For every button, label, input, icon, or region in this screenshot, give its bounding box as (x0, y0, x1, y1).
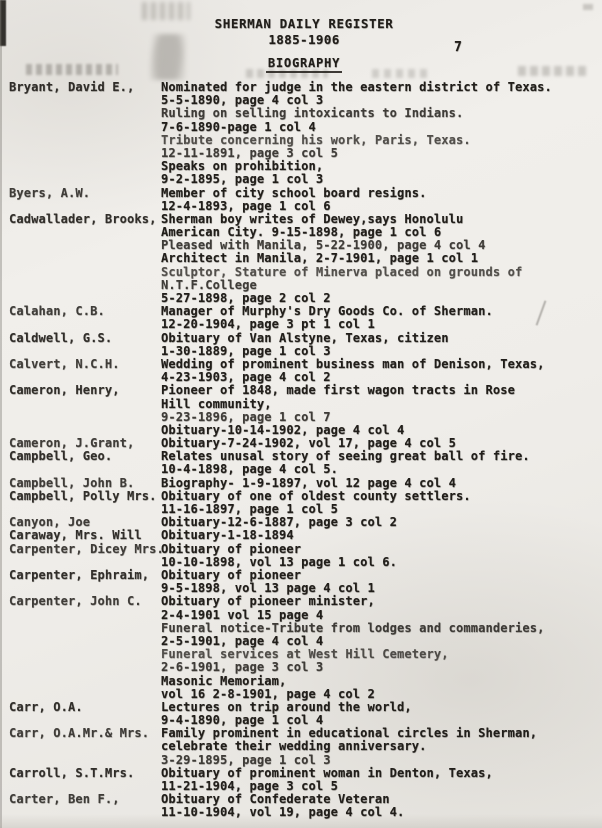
entry-name: Campbell, John B. (9, 475, 135, 490)
entry-line: Nominated for judge in the eastern district of Texas. (161, 80, 552, 94)
index-entry (0, 384, 602, 437)
entry-line: 3-29-1895, page 1 col 3 (161, 752, 331, 767)
entry-line: Obituary of pioneer (161, 541, 302, 556)
index-entry (0, 213, 602, 305)
entry-line: Obituary-10-14-1902, page 4 col 4 (161, 422, 405, 437)
entry-line: Ruling on selling intoxicants to Indians. (161, 106, 464, 121)
entry-name: Byers, A.W. (9, 185, 91, 200)
index-entry (0, 81, 602, 187)
entry-line: Obituary-1-18-1894 (161, 528, 294, 543)
entry-lines (161, 305, 602, 331)
entry-line: 12-4-1893, page 1 col 6 (161, 198, 331, 213)
entry-lines (161, 332, 602, 358)
entry-lines (161, 727, 602, 767)
index-entry (0, 490, 602, 516)
page-number: 7 (454, 40, 462, 55)
entry-lines (161, 793, 602, 819)
entry-lines (161, 81, 602, 187)
entry-name: Carpenter, Ephraim, (9, 568, 150, 582)
publication-years: 1885-1906 (268, 32, 340, 47)
entry-name: Cameron, J.Grant, (9, 436, 135, 451)
index-entry (0, 701, 602, 727)
entry-line: 9-23-1896, page 1 col 7 (161, 409, 331, 424)
entry-name: Calvert, N.C.H. (9, 356, 120, 371)
entry-line: Funeral services at West Hill Cemetery, (161, 647, 449, 662)
entry-line: Relates unusal story of seeing great ball of fire. (161, 449, 530, 464)
entry-line: Architect in Manila, 2-7-1901, page 1 col 1 (161, 251, 479, 266)
index-entry (0, 187, 602, 213)
entry-line: 5-5-1890, page 4 col 3 (161, 93, 324, 108)
entry-line: Pleased with Manila, 5-22-1900, page 4 col 4 (161, 238, 486, 253)
entry-lines (161, 477, 602, 490)
entry-lines (161, 569, 602, 595)
entry-lines (161, 450, 602, 476)
entry-line: 9-5-1898, vol 13 page 4 col 1 (161, 581, 375, 596)
entry-name: Carr, O.A. (9, 699, 83, 714)
entry-line: Obituary-12-6-1887, page 3 col 2 (161, 515, 397, 530)
entry-line: 5-27-1898, page 2 col 2 (161, 291, 331, 305)
entry-line: N.T.F.College (161, 277, 257, 292)
entry-lines (161, 595, 602, 701)
entry-line: Masonic Memoriam, (161, 673, 287, 688)
entry-name: Cameron, Henry, (9, 383, 120, 398)
entry-line: Obituary-7-24-1902, vol 17, page 4 col 5 (161, 436, 456, 451)
entry-line: 11-16-1897, page 1 col 5 (161, 502, 338, 517)
entry-line: Obituary of prominent woman in Denton, Texas, (161, 765, 493, 780)
entry-line: 10-10-1898, vol 13 page 1 col 6. (161, 554, 397, 569)
entry-line: Wedding of prominent business man of Denison, Texas, (161, 356, 545, 371)
entry-lines (161, 529, 602, 542)
entry-name: Carter, Ben F., (9, 792, 120, 807)
entry-line: 10-4-1898, page 4 col 5. (161, 462, 338, 477)
entry-line: 7-6-1890-page 1 col 4 (161, 119, 316, 134)
index-entry (0, 793, 602, 819)
entry-name: Carr, O.A.Mr.& Mrs. (9, 726, 150, 741)
entry-line: 9-4-1890, page 1 col 4 (161, 713, 324, 728)
entry-line: Member of city school board resigns. (161, 185, 427, 200)
entry-line: Lectures on trip around the world, (161, 699, 412, 714)
entry-lines (161, 701, 602, 727)
entry-line: 12-11-1891, page 3 col 5 (161, 145, 338, 160)
entry-line: Obituary of one of oldest county settlers. (161, 488, 471, 503)
page-header (6, 16, 602, 73)
entry-name: Bryant, David E., (9, 80, 135, 94)
entry-line: Funeral notice-Tribute from lodges and commanderies, (161, 620, 545, 635)
index-entry (0, 569, 602, 595)
section-heading: BIOGRAPHY (266, 56, 342, 73)
entry-line: Speaks on prohibition, (161, 159, 324, 174)
index-entry (0, 358, 602, 384)
entry-name: Caldwell, G.S. (9, 330, 113, 345)
entry-line: 11-10-1904, vol 19, page 4 col 4. (161, 805, 405, 820)
index-entry (0, 450, 602, 476)
entry-line: Obituary of pioneer minister, (161, 594, 375, 609)
index-entry (0, 727, 602, 767)
index-entry (0, 477, 602, 490)
publication-title: SHERMAN DAILY REGISTER (214, 16, 394, 31)
entry-line: 2-4-1901 vol 15 page 4 (161, 607, 324, 622)
entry-name: Calahan, C.B. (9, 304, 105, 319)
entry-lines (161, 358, 602, 384)
entry-lines (161, 213, 602, 305)
entry-line: Obituary of Confederate Veteran (161, 792, 390, 807)
entry-name: Carroll, S.T.Mrs. (9, 765, 135, 780)
entry-name: Cadwallader, Brooks, (9, 211, 157, 226)
entry-line: Obituary of Van Alstyne, Texas, citizen (161, 330, 449, 345)
entry-line: 12-20-1904, page 3 pt 1 col 1 (161, 317, 375, 332)
entry-line: Sculptor, Stature of Minerva placed on grounds of (161, 264, 523, 279)
entry-name: Carpenter, John C. (9, 594, 142, 609)
index-entry (0, 305, 602, 331)
entry-line: 2-5-1901, page 4 col 4 (161, 633, 324, 648)
entry-line: Manager of Murphy's Dry Goods Co. of Sherman. (161, 304, 493, 319)
entry-line: celebrate their wedding anniversary. (161, 739, 427, 754)
entry-name: Caraway, Mrs. Will (9, 528, 142, 543)
entry-name: Canyon, Joe (9, 515, 91, 530)
entry-lines (161, 490, 602, 516)
entry-line: 2-6-1901, page 3 col 3 (161, 660, 324, 675)
entry-line: Sherman boy writes of Dewey,says Honolulu (161, 211, 464, 226)
entry-name: Campbell, Geo. (9, 449, 113, 464)
entry-name: Campbell, Polly Mrs. (9, 488, 157, 503)
entry-name: Carpenter, Dicey Mrs. (9, 541, 164, 556)
scan-speck (583, 4, 593, 10)
entry-line: 1-30-1889, page 1 col 3 (161, 343, 331, 358)
entry-line: Pioneer of 1848, made first wagon tracts in Rose (161, 383, 515, 398)
entry-lines (161, 767, 602, 793)
entry-line: Tribute concerning his work, Paris, Texas. (161, 132, 471, 147)
entry-line: American City. 9-15-1898, page 1 col 6 (161, 225, 442, 240)
index-entry (0, 767, 602, 793)
entry-line: Obituary of pioneer (161, 568, 302, 582)
entry-lines (161, 187, 602, 213)
entry-lines (161, 543, 602, 569)
entry-lines (161, 384, 602, 437)
entry-line: Family prominent in educational circles in Sherman, (161, 726, 538, 741)
index-entry (0, 529, 602, 542)
entry-line: Biography- 1-9-1897, vol 12 page 4 col 4 (161, 475, 456, 490)
index-entry (0, 595, 602, 701)
entry-line: Hill community, (161, 396, 272, 411)
entry-line: vol 16 2-8-1901, page 4 col 2 (161, 686, 375, 701)
entry-line: 9-2-1895, page 1 col 3 (161, 172, 324, 187)
index-entry (0, 332, 602, 358)
entry-line: 4-23-1903, page 4 col 2 (161, 370, 331, 385)
entries (0, 81, 602, 820)
entry-line: 11-21-1904, page 3 col 5 (161, 779, 338, 793)
index-entry (0, 543, 602, 569)
